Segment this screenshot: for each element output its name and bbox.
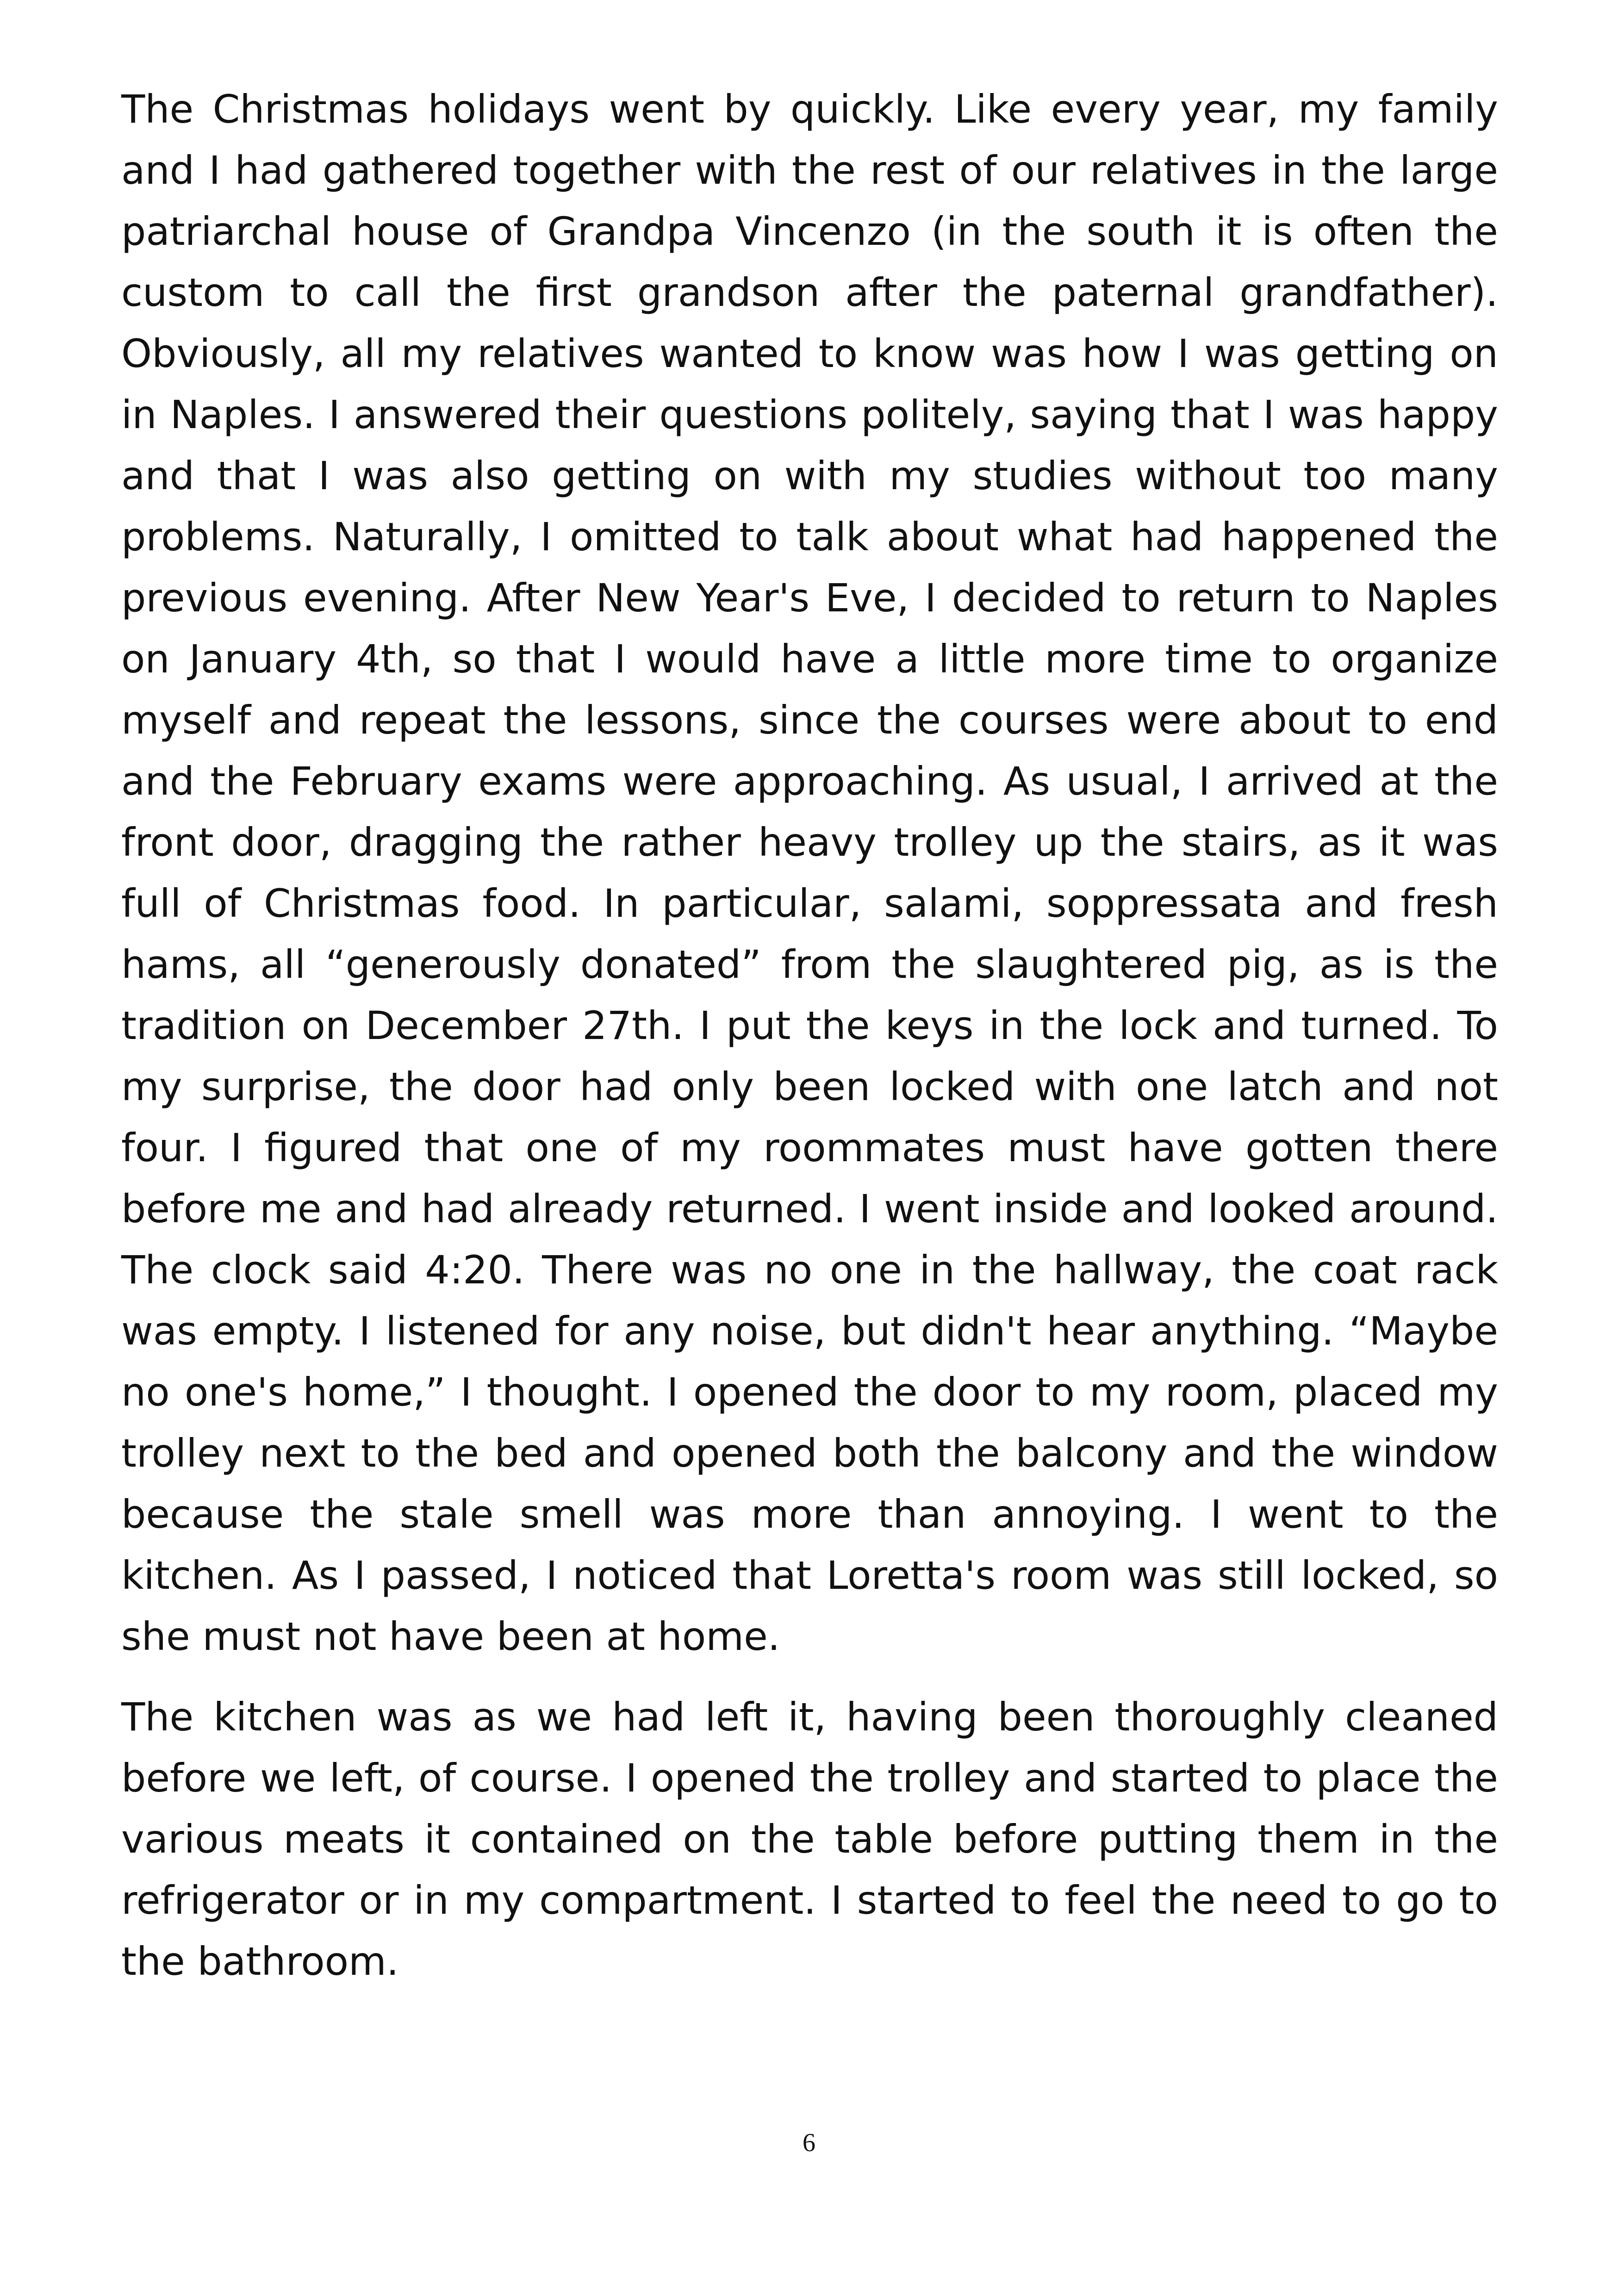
paragraph: The Christmas holidays went by quickly. Like every year, my family and I had gathered together with the rest of our relatives in the large patriarchal house of Grandpa Vincenzo (in the south it is often the custom to call the first grandson after the paternal grandfather). Obviously, all my relatives wanted to know was how I was getting on in Naples. I answered their questions politely, saying that I was happy and that I was also getting on with my studies without too many problems. Naturally, I omitted to talk about what had happened the previous evening. After New Year's Eve, I decided to return to Naples on January 4th, so that I would have a little more time to organize myself and repeat the lessons, since the courses were about to end and the February exams were approaching. As usual, I arrived at the front door, dragging the rather heavy trolley up the stairs, as it was full of Christmas food. In particular, salami, soppressata and fresh hams, all “generously donated” from the slaughtered pig, as is the tradition on December 27th. I put the keys in the lock and turned. To my surprise, the door had only been locked with one latch and not four. I figured that one of my roommates must have gotten there before me and had already returned. I went inside and looked around. The clock said 4:20. There was no one in the hallway, the coat rack was empty. I listened for any noise, but didn't hear anything. “Maybe no one's home,” I thought. I opened the door to my room, placed my trolley next to the bed and opened both the balcony and the window because the stale smell was more than annoying. I went to the kitchen. As I passed, I noticed that Loretta's room was still locked, so she must not have been at home. [121, 87, 1498, 1659]
body-text [121, 79, 1498, 1992]
paragraph: The kitchen was as we had left it, having been thoroughly cleaned before we left, of course. I opened the trolley and started to place the various meats it contained on the table before putting them in the refrigerator or in my compartment. I started to feel the need to go to the bathroom. [121, 1694, 1498, 1984]
page-number: 6 [803, 2128, 815, 2157]
